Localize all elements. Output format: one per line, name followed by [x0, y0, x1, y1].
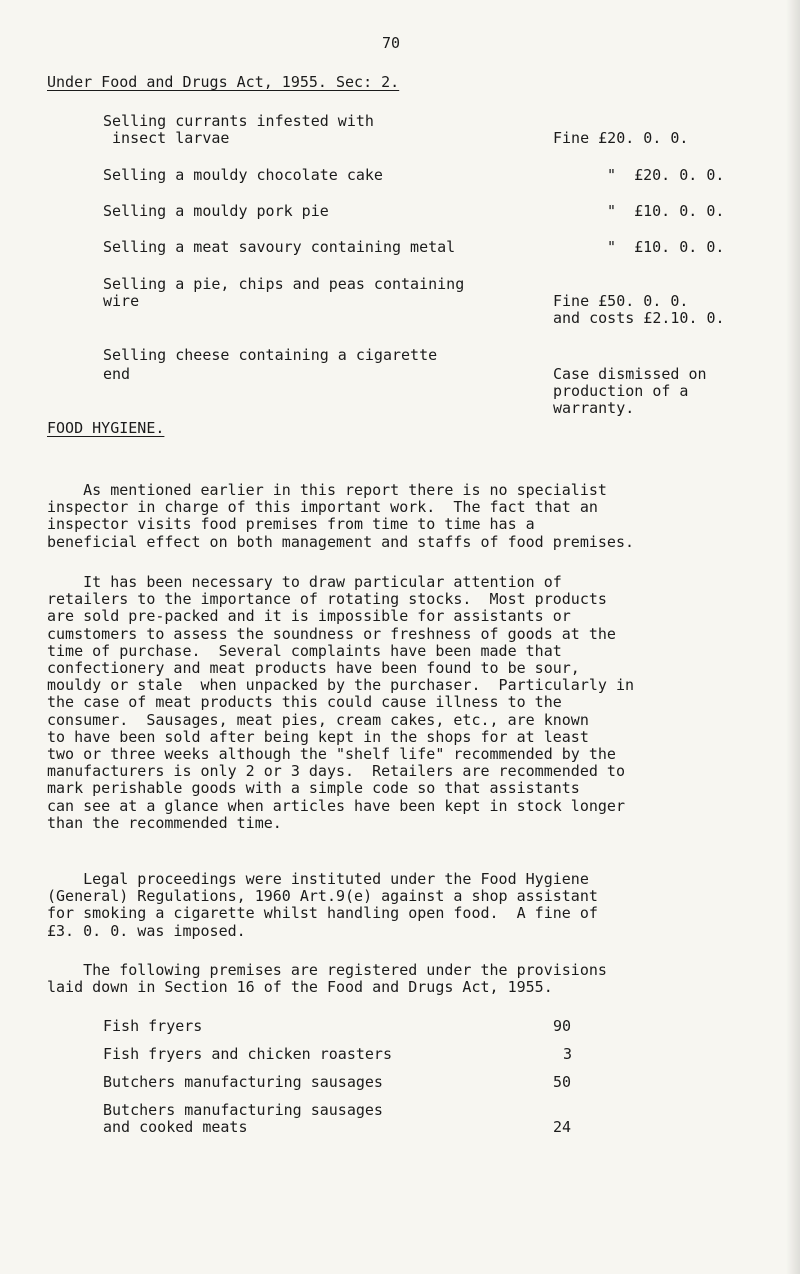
- offence-1-result: Fine £20. 0. 0.: [553, 129, 689, 147]
- offence-5-line-1: Selling a pie, chips and peas containing: [103, 275, 465, 293]
- offence-4: Selling a meat savoury containing metal: [103, 238, 456, 256]
- offence-6-result-line-3: warranty.: [553, 399, 635, 417]
- premises-3-type: Butchers manufacturing sausages: [103, 1073, 383, 1091]
- paragraph-registered-premises: The following premises are registered under the provisions laid down in Section 16 of the Food and Drugs Act, 1955.: [47, 961, 607, 997]
- offence-6-result: Case dismissed on: [553, 365, 707, 383]
- premises-3-count: 50: [553, 1073, 572, 1091]
- offence-6-line-2: end: [103, 365, 131, 383]
- offence-6-result-line-2: production of a: [553, 382, 689, 400]
- page-number: 70: [382, 34, 401, 52]
- premises-1-count: 90: [553, 1017, 572, 1035]
- offence-5-result-costs: and costs £2.10. 0.: [553, 309, 725, 327]
- premises-2-count: 3: [563, 1045, 573, 1063]
- offence-5-line-2: wire: [103, 292, 140, 310]
- premises-1-type: Fish fryers: [103, 1017, 203, 1035]
- offence-1-line-2: insect larvae: [103, 129, 230, 147]
- offence-5-result: Fine £50. 0. 0.: [553, 292, 689, 310]
- offence-6-line-1: Selling cheese containing a cigarette: [103, 346, 438, 364]
- offence-3: Selling a mouldy pork pie: [103, 202, 329, 220]
- premises-4-count: 24: [553, 1118, 572, 1136]
- premises-4-type-line-2: and cooked meats: [103, 1118, 248, 1136]
- food-hygiene-heading: FOOD HYGIENE.: [47, 419, 165, 437]
- paragraph-specialist: As mentioned earlier in this report there is no specialist inspector in charge of this important work. The fact that an inspector visits food premises from time to time has a beneficial effect on both management and staffs of food premises.: [47, 481, 634, 551]
- page-edge-shadow: [786, 0, 800, 1274]
- offence-2-result: " £20. 0. 0.: [607, 166, 725, 184]
- premises-4-type: Butchers manufacturing sausages: [103, 1101, 383, 1119]
- premises-2-type: Fish fryers and chicken roasters: [103, 1045, 392, 1063]
- paragraph-rotating-stocks: It has been necessary to draw particular attention of retailers to the importance of rotating stocks. Most products are sold pre-packed and it is impossible for assistants or cumstomers to assess the soundness or freshness of goods at the time of purchase. Several complaints have been made that confectionery and meat products have been found to be sour, mouldy or stale when unpacked by the purchaser. Particularly in the case of meat products this could cause illness to the consumer. Sausages, meat pies, cream cakes, etc., are known to have been sold after being kept in the shops for at least two or three weeks although the "shelf life" recommended by the manufacturers is only 2 or 3 days. Retailers are recommended to mark perishable goods with a simple code so that assistants can see at a glance when articles have been kept in stock longer than the recommended time.: [47, 573, 634, 832]
- offence-4-result: " £10. 0. 0.: [607, 238, 725, 256]
- offence-2: Selling a mouldy chocolate cake: [103, 166, 383, 184]
- section-heading: Under Food and Drugs Act, 1955. Sec: 2.: [47, 73, 400, 91]
- offence-3-result: " £10. 0. 0.: [607, 202, 725, 220]
- offence-1-line-1: Selling currants infested with: [103, 112, 374, 130]
- paragraph-legal-proceedings: Legal proceedings were instituted under the Food Hygiene (General) Regulations, 1960 Art.9(e) against a shop assistant for smoking a cigarette whilst handling open food. A fine of £3. 0. 0. was imposed.: [47, 870, 598, 940]
